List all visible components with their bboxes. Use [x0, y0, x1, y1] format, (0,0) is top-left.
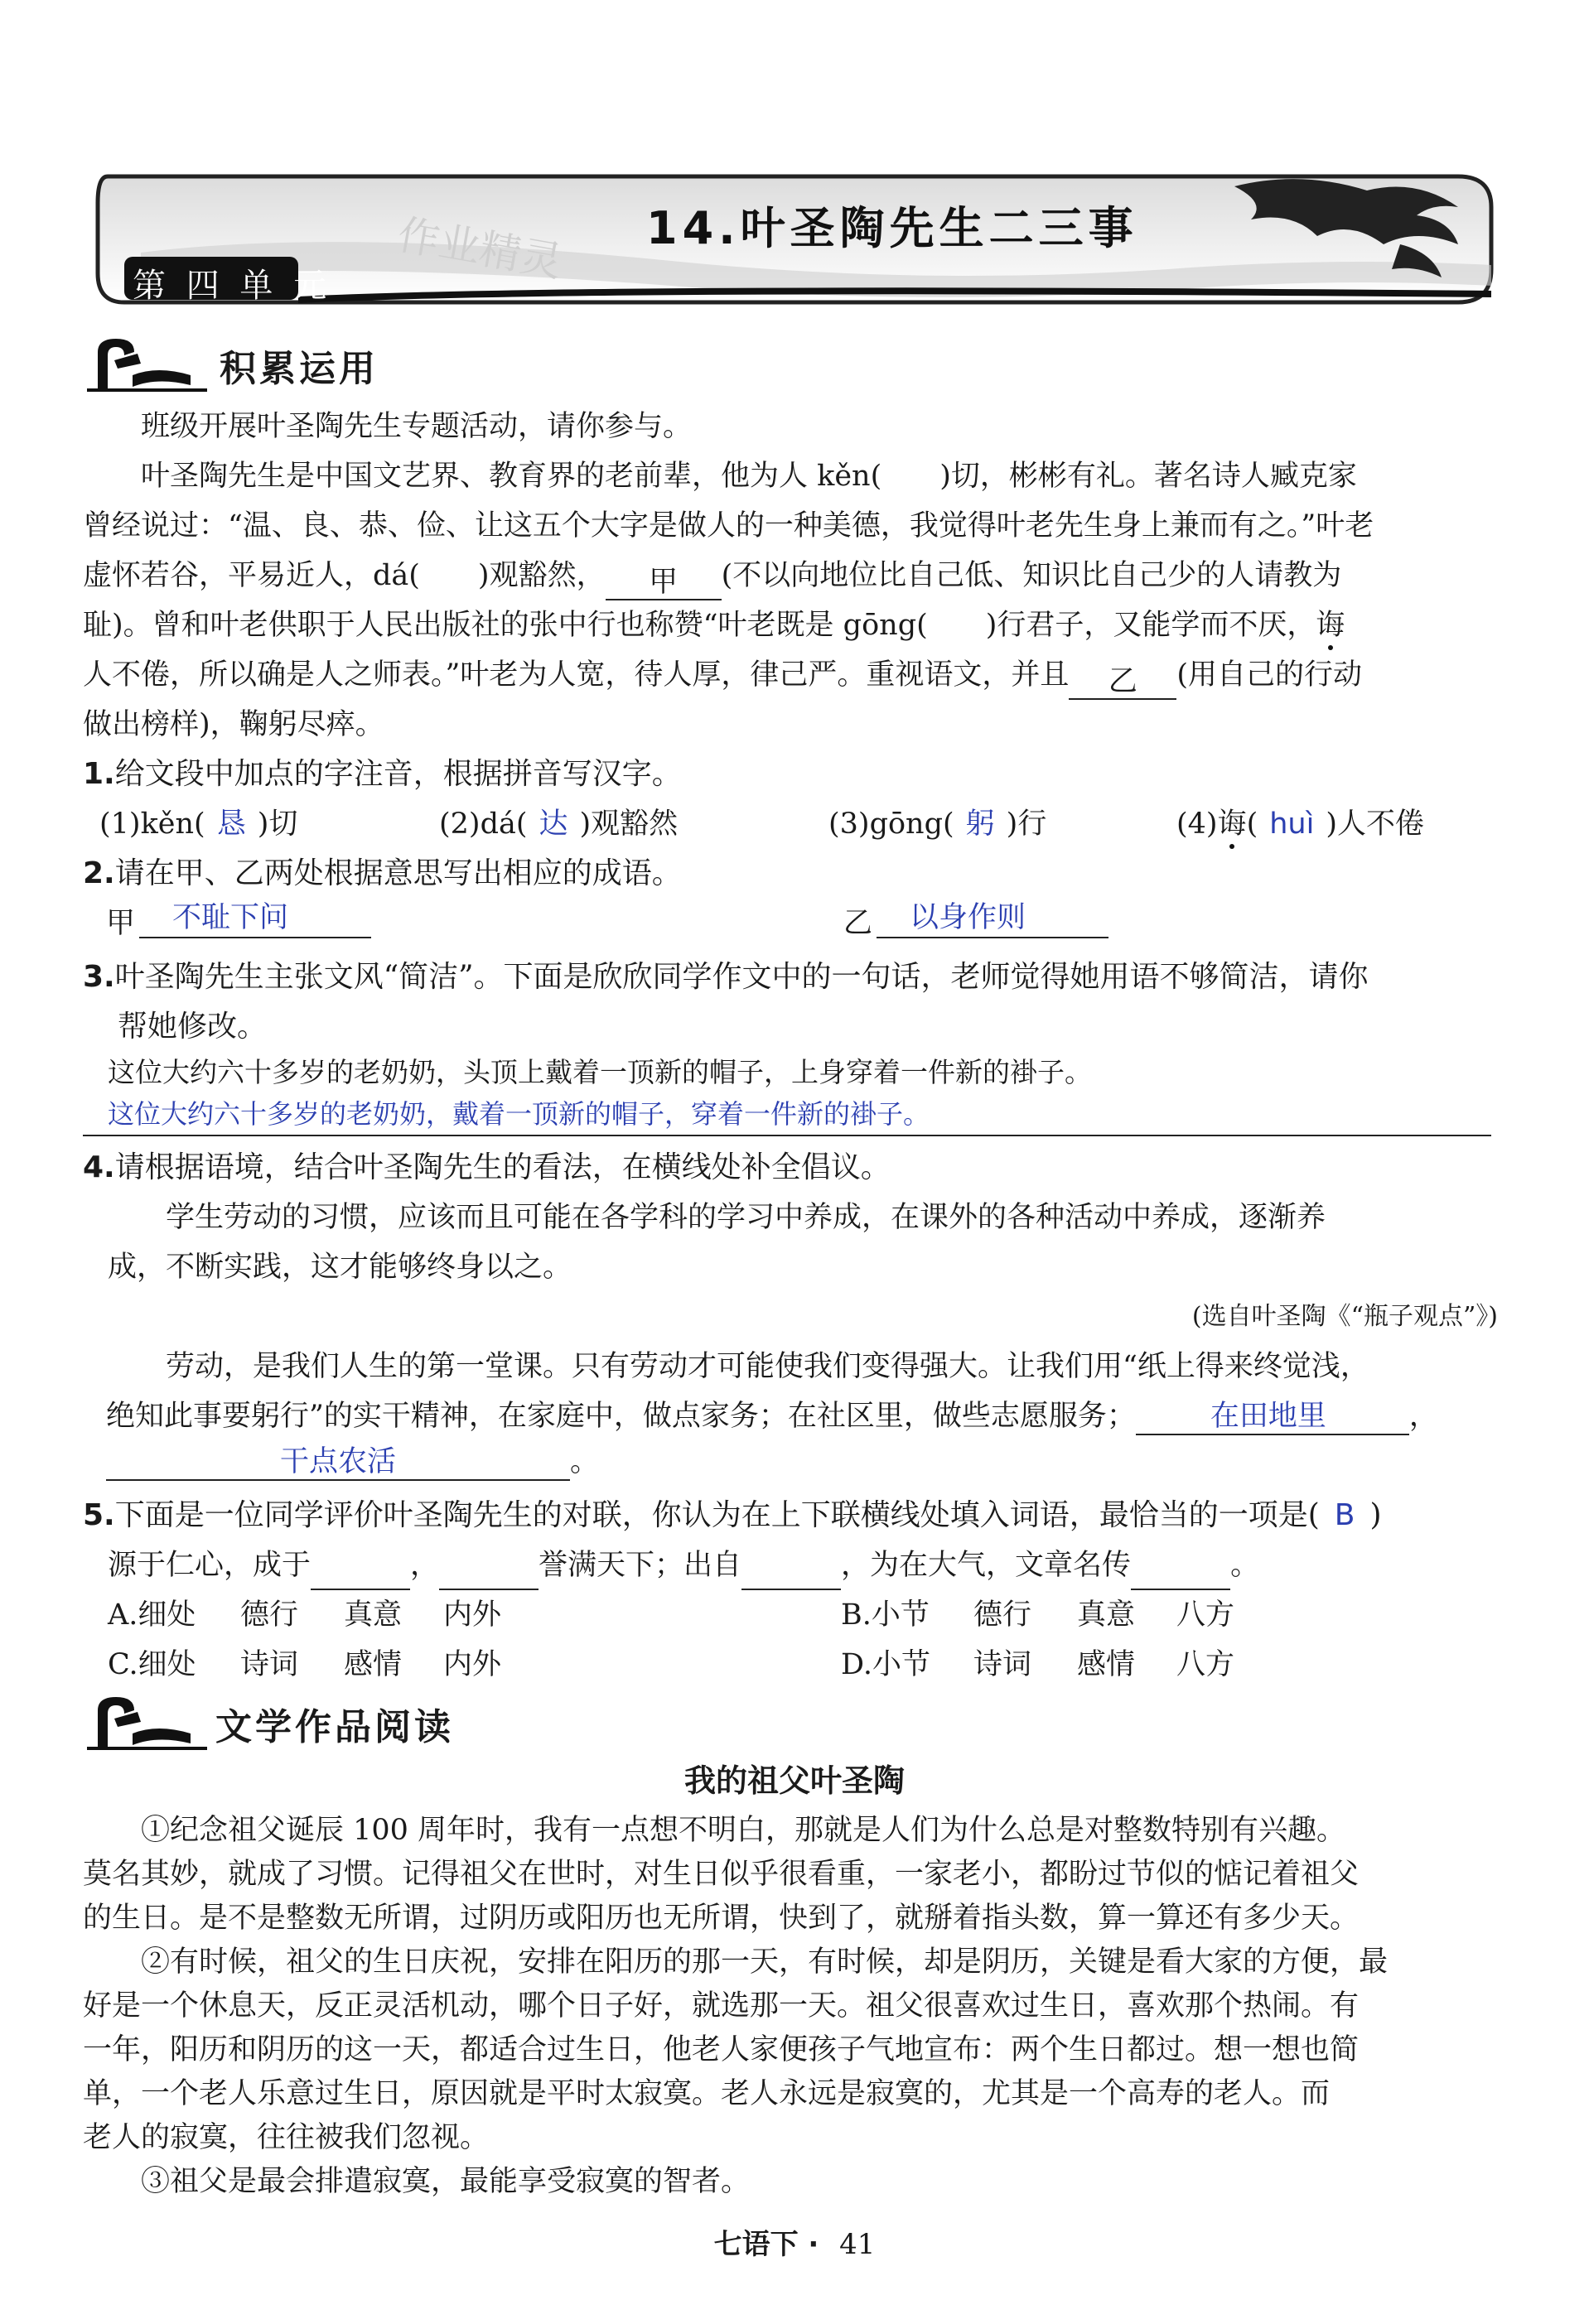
- footer-label: 七语下 ·: [713, 2228, 819, 2261]
- q4-quote-1: 学生劳动的习惯，应该而且可能在各学科的学习中养成，在课外的各种活动中养成，逐渐养: [166, 1201, 1326, 1234]
- section-title: 文学作品阅读: [215, 1706, 454, 1748]
- q1-item-4-answer[interactable]: huì: [1269, 808, 1315, 841]
- couplet-part-d: ，为在大气，文章名传: [841, 1549, 1132, 1582]
- q2-jia-answer[interactable]: 不耻下问: [139, 899, 371, 938]
- lesson-title: 14.叶圣陶先生二三事: [646, 202, 1138, 254]
- q4-period: 。: [570, 1445, 600, 1478]
- q3-original: 这位大约六十多岁的老奶奶，头顶上戴着一顶新的帽子，上身穿着一件新的褂子。: [108, 1056, 1092, 1088]
- q2-yi-label: 乙: [843, 907, 873, 940]
- article-line-3: 的生日。是不是整数无所谓，过阴历或阳历也无所谓，快到了，就掰着指头数，算一算还有多少天。: [83, 1902, 1360, 1935]
- question-5: [83, 1491, 1491, 1540]
- q4-para-2-text: 绝知此事要躬行”的实干精神，在家庭中，做点家务；在社区里，做些志愿服务；: [106, 1400, 1136, 1433]
- q1-item-4: [1176, 799, 1424, 849]
- q1-item-1-label: (1)kěn(: [99, 808, 205, 841]
- lamp-book-icon: [83, 1694, 207, 1750]
- q1-item-1-answer[interactable]: 恳: [216, 808, 246, 841]
- q1-item-2: [439, 799, 678, 849]
- passage-line-4: [83, 600, 1491, 650]
- q4-answer-1[interactable]: 在田地里: [1136, 1399, 1409, 1435]
- q1-item-3: [828, 799, 1046, 849]
- page-number: 41: [839, 2228, 876, 2261]
- article-line-2: 莫名其妙，就成了习惯。记得祖父在世时，对生日似乎很看重，一家老小，都盼过节似的惦记着祖父: [83, 1858, 1360, 1891]
- section-heading-reading: [83, 1694, 522, 1752]
- couplet-part-a: 源于仁心，成于: [108, 1549, 312, 1582]
- question-3: [83, 952, 1491, 1002]
- q1-item-4-label: (4): [1176, 808, 1218, 841]
- q4-quote-2: 成，不断实践，这才能够终身以之。: [108, 1251, 572, 1284]
- option-c-w4: 内外: [443, 1648, 502, 1681]
- article-line-7: 单，一个老人乐意过生日，原因就是平时太寂寞。老人永远是寂寞的，尤其是一个高寿的老人。而: [83, 2077, 1331, 2110]
- watermark: 作业精灵: [394, 210, 566, 287]
- q1-item-4-dot: 诲: [1217, 808, 1247, 841]
- q3-answer[interactable]: 这位大约六十多岁的老奶奶，戴着一顶新的帽子，穿着一件新的褂子。: [108, 1098, 930, 1130]
- passage-line-4-text: 耻)。曾和叶老供职于人民出版社的张中行也称赞“叶老既是 gōng( )行君子，又能学而不厌，: [83, 609, 1316, 642]
- article-title: 我的祖父叶圣陶: [683, 1762, 905, 1799]
- option-a-w1: A.细处: [108, 1598, 196, 1632]
- q1-item-4-open: (: [1246, 808, 1258, 841]
- q4-source: (选自叶圣陶《“瓶子观点”》): [1191, 1302, 1498, 1331]
- section-title: 积累运用: [220, 348, 379, 390]
- article-line-8: 老人的寂寞，往往被我们忽视。: [83, 2121, 490, 2154]
- option-a-w4: 内外: [443, 1598, 502, 1632]
- option-c-w2: 诗词: [240, 1648, 299, 1681]
- passage-line-5: [83, 650, 1491, 700]
- q2-jia-label: 甲: [106, 907, 136, 940]
- q4-para-3: [106, 1437, 1514, 1487]
- q4-number: 4.: [83, 1150, 115, 1184]
- passage-line-3-tail: (不以向地位比自己低、知识比自己少的人请教为: [721, 559, 1342, 592]
- couplet-part-e: 。: [1230, 1549, 1260, 1582]
- article-line-1: ①纪念祖父诞辰 100 周年时，我有一点想不明白，那就是人们为什么总是对整数特别有兴趣。: [141, 1814, 1346, 1847]
- q2-yi-answer[interactable]: 以身作则: [877, 899, 1108, 938]
- option-c-w3: 感情: [344, 1648, 403, 1681]
- q2-number: 2.: [83, 856, 115, 890]
- couplet-part-c: 誉满天下；出自: [539, 1549, 742, 1582]
- intro-text: 班级开展叶圣陶先生专题活动，请你参与。: [141, 410, 693, 443]
- q1-item-2-answer[interactable]: 达: [539, 808, 568, 841]
- option-d-w2: 诗词: [973, 1648, 1032, 1681]
- passage-line-6: 做出榜样)，鞠躬尽瘁。: [83, 708, 384, 741]
- unit-label: 第 四 单 元: [133, 267, 332, 305]
- article-line-9: ③祖父是最会排遣寂寞，最能享受寂寞的智者。: [141, 2165, 751, 2198]
- article-line-5: 好是一个休息天，反正灵活机动，哪个日子好，就选那一天。祖父很喜欢过生日，喜欢那个热闹。有: [83, 1989, 1360, 2023]
- q5-answer[interactable]: B: [1334, 1498, 1355, 1532]
- q3-number: 3.: [83, 960, 115, 994]
- passage-line-3-text: 虚怀若谷，平易近人，dá( )观豁然，: [83, 559, 606, 592]
- blank-jia: 甲: [606, 566, 722, 600]
- q5-number: 5.: [83, 1498, 115, 1532]
- q3-text: 叶圣陶先生主张文风“简洁”。下面是欣欣同学作文中的一句话，老师觉得她用语不够简洁，请你: [114, 960, 1369, 994]
- q4-answer-2[interactable]: 干点农活: [106, 1444, 570, 1481]
- q3-answer-line: [83, 1135, 1491, 1136]
- q4-para-1: 劳动，是我们人生的第一堂课。只有劳动才可能使我们变得强大。让我们用“纸上得来终觉浅，: [166, 1350, 1369, 1383]
- q4-para-2: [106, 1391, 1514, 1441]
- q4-text: 请根据语境，结合叶圣陶先生的看法，在横线处补全倡议。: [114, 1150, 891, 1184]
- q1-number: 1.: [83, 757, 115, 791]
- q2-text: 请在甲、乙两处根据意思写出相应的成语。: [114, 856, 682, 890]
- q3-text-2: 帮她修改。: [118, 1010, 268, 1044]
- question-4: [83, 1143, 1491, 1193]
- q5-close: ): [1369, 1498, 1382, 1532]
- option-b-w2: 德行: [973, 1598, 1032, 1632]
- article-line-6: 一年，阳历和阴历的这一天，都适合过生日，他老人家便孩子气地宣布：两个生日都过。想一想也简: [83, 2033, 1360, 2066]
- header-banner: [91, 170, 1500, 311]
- option-d-w1: D.小节: [841, 1648, 930, 1681]
- passage-line-5-tail: (用自己的行动: [1176, 658, 1363, 692]
- option-b-w1: B.小节: [841, 1598, 930, 1632]
- option-a-w2: 德行: [240, 1598, 299, 1632]
- passage-line-3: [83, 551, 1491, 600]
- question-1: [83, 750, 1491, 799]
- blank-yi: 乙: [1069, 665, 1176, 700]
- passage-line-5-text: 人不倦，所以确是人之师表。”叶老为人宽，待人厚，律己严。重视语文，并且: [83, 658, 1070, 692]
- q1-item-3-suffix: )行: [1006, 808, 1047, 841]
- option-b-w4: 八方: [1176, 1598, 1235, 1632]
- passage-line-2: 曾经说过：“温、良、恭、俭、让这五个大字是做人的一种美德，我觉得叶老先生身上兼而有之。”叶老: [83, 509, 1374, 542]
- page-footer: [0, 2220, 1589, 2269]
- q1-text: 给文段中加点的字注音，根据拼音写汉字。: [114, 757, 682, 791]
- question-2: [83, 849, 1491, 899]
- q5-text: 下面是一位同学评价叶圣陶先生的对联，你认为在上下联横线处填入词语，最恰当的一项是(: [114, 1498, 1320, 1532]
- passage-line-1: 叶圣陶先生是中国文艺界、教育界的老前辈，他为人 kěn( )切，彬彬有礼。著名诗人臧克家: [141, 460, 1357, 493]
- q1-item-2-suffix: )观豁然: [579, 808, 679, 841]
- q1-item-3-answer[interactable]: 躬: [965, 808, 995, 841]
- q1-item-1-suffix: )切: [257, 808, 298, 841]
- article-line-4: ②有时候，祖父的生日庆祝，安排在阳历的那一天，有时候，却是阴历，关键是看大家的方便，最: [141, 1946, 1389, 1979]
- dotted-char-hui: 诲: [1316, 609, 1345, 642]
- q1-item-1: [99, 799, 297, 849]
- option-a-w3: 真意: [344, 1598, 403, 1632]
- lamp-book-icon: [83, 335, 207, 392]
- q4-comma: ，: [1408, 1400, 1438, 1433]
- option-d-w4: 八方: [1176, 1648, 1235, 1681]
- q1-item-3-label: (3)gōng(: [828, 808, 954, 841]
- q1-item-2-label: (2)dá(: [439, 808, 528, 841]
- option-b-w3: 真意: [1077, 1598, 1136, 1632]
- couplet-part-b: ，: [410, 1549, 440, 1582]
- q5-couplet: [108, 1540, 1516, 1590]
- couplet-blank-3: [741, 1589, 841, 1590]
- section-heading-accumulate: [83, 335, 431, 393]
- option-d-w3: 感情: [1077, 1648, 1136, 1681]
- q1-item-4-suffix: )人不倦: [1326, 808, 1424, 841]
- option-c-w1: C.细处: [108, 1648, 196, 1681]
